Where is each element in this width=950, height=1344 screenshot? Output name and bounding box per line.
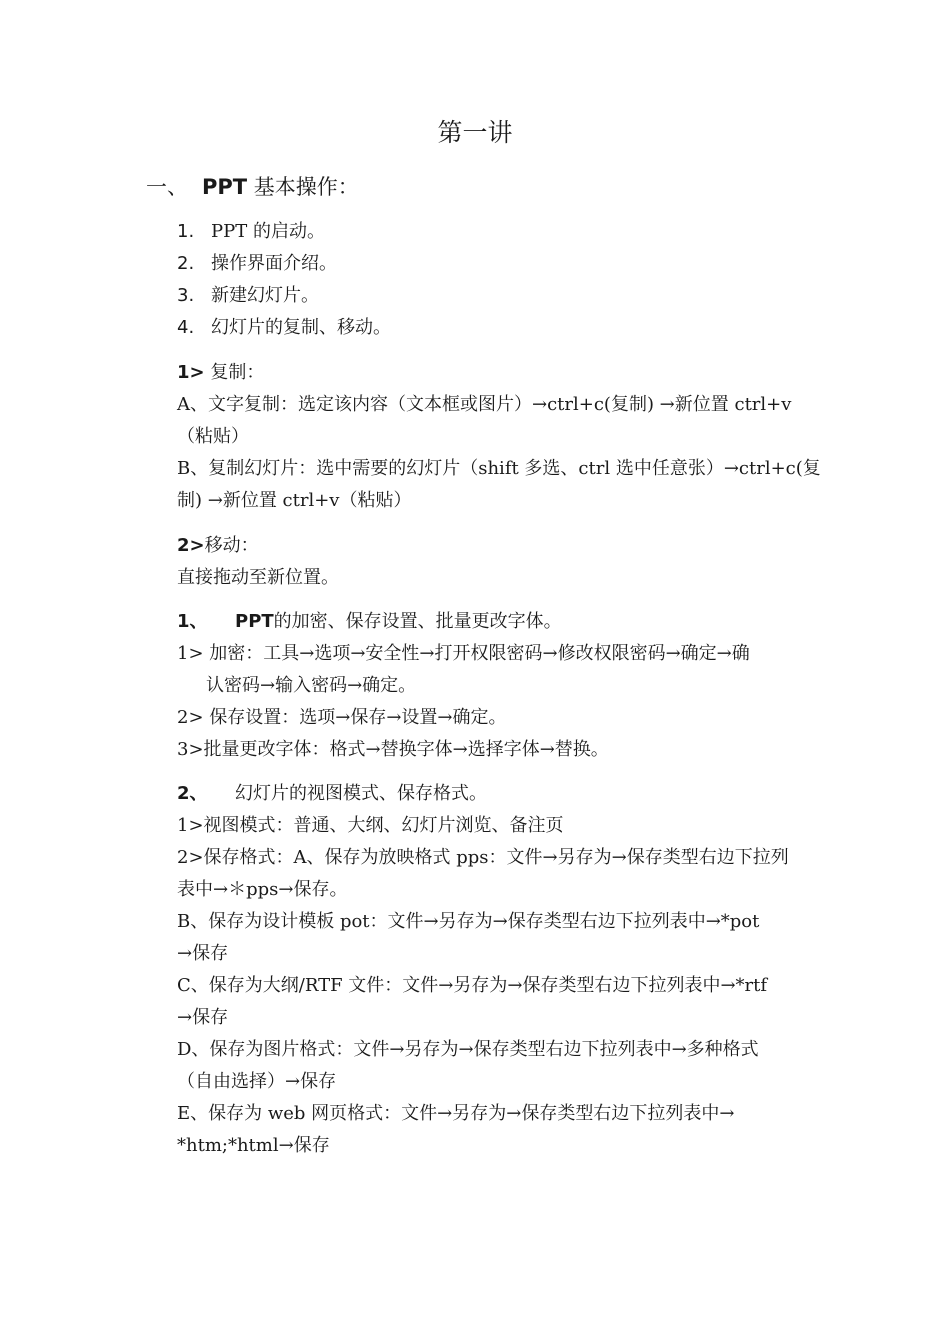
list-number: 3. [177,285,195,306]
view-heading-text: 幻灯片的视图模式、保存格式。 [235,783,487,804]
section-heading [146,172,359,202]
save-format-line: B、保存为设计模板 pot：文件→另存为→保存类型右边下拉列表中→*pot [177,911,760,932]
list-text: 幻灯片的复制、移动。 [211,317,391,338]
encrypt-item: 1> 加密：工具→选项→安全性→打开权限密码→修改权限密码→确定→确 [177,643,750,664]
view-heading [177,781,487,807]
save-format-line: （自由选择）→保存 [177,1071,337,1092]
move-heading-number: 2> [177,535,205,556]
copy-heading [177,360,264,386]
copy-slide-line: B、复制幻灯片：选中需要的幻灯片（shift 多选、ctrl 选中任意张）→ctrl+c(复 [177,458,821,479]
section-label-bold: PPT [202,175,248,199]
save-format-line: →保存 [177,943,229,964]
encrypt-item: 2> 保存设置：选项→保存→设置→确定。 [177,707,507,728]
section-label-rest: 基本操作： [253,175,359,199]
copy-slide-line: 制) →新位置 ctrl+v（粘贴） [177,490,412,511]
move-heading-text: 移动： [204,535,259,556]
encrypt-heading-number: 1、 [177,611,208,632]
list-text: 新建幻灯片。 [211,285,319,306]
view-mode-line: 1>视图模式：普通、大纲、幻灯片浏览、备注页 [177,815,564,836]
list-number: 4. [177,317,195,338]
save-format-line: *htm;*html→保存 [177,1135,330,1156]
save-format-line: 表中→＊pps→保存。 [177,879,348,900]
encrypt-item: 认密码→输入密码→确定。 [206,675,417,696]
section-number: 一、 [146,175,188,199]
save-format-line: C、保存为大纲/RTF 文件：文件→另存为→保存类型右边下拉列表中→*rtf [177,975,768,996]
encrypt-heading [177,609,562,635]
list-number: 2. [177,253,195,274]
list-item [177,219,325,245]
move-body: 直接拖动至新位置。 [177,567,339,588]
list-text: 操作界面介绍。 [211,253,337,274]
encrypt-item: 3>批量更改字体：格式→替换字体→选择字体→替换。 [177,739,609,760]
list-item [177,315,391,341]
copy-heading-text: 复制： [210,362,265,383]
view-heading-number: 2、 [177,783,208,804]
save-format-line: E、保存为 web 网页格式：文件→另存为→保存类型右边下拉列表中→ [177,1103,735,1124]
save-format-line: →保存 [177,1007,229,1028]
list-number: 1. [177,221,195,242]
copy-text-line: A、文字复制：选定该内容（文本框或图片）→ctrl+c(复制) →新位置 ctrl+v [177,394,792,415]
list-item [177,251,337,277]
list-item [177,283,319,309]
save-format-line: D、保存为图片格式：文件→另存为→保存类型右边下拉列表中→多种格式 [177,1039,759,1060]
encrypt-heading-bold: PPT [235,611,274,632]
encrypt-heading-rest: 的加密、保存设置、批量更改字体。 [273,611,562,632]
save-format-line: 2>保存格式：A、保存为放映格式 pps：文件→另存为→保存类型右边下拉列 [177,847,789,868]
page-title: 第一讲 [437,118,513,147]
copy-text-line: （粘贴） [177,426,249,447]
copy-heading-number: 1> [177,362,205,383]
list-text: PPT 的启动。 [211,221,325,242]
move-heading [177,533,259,559]
